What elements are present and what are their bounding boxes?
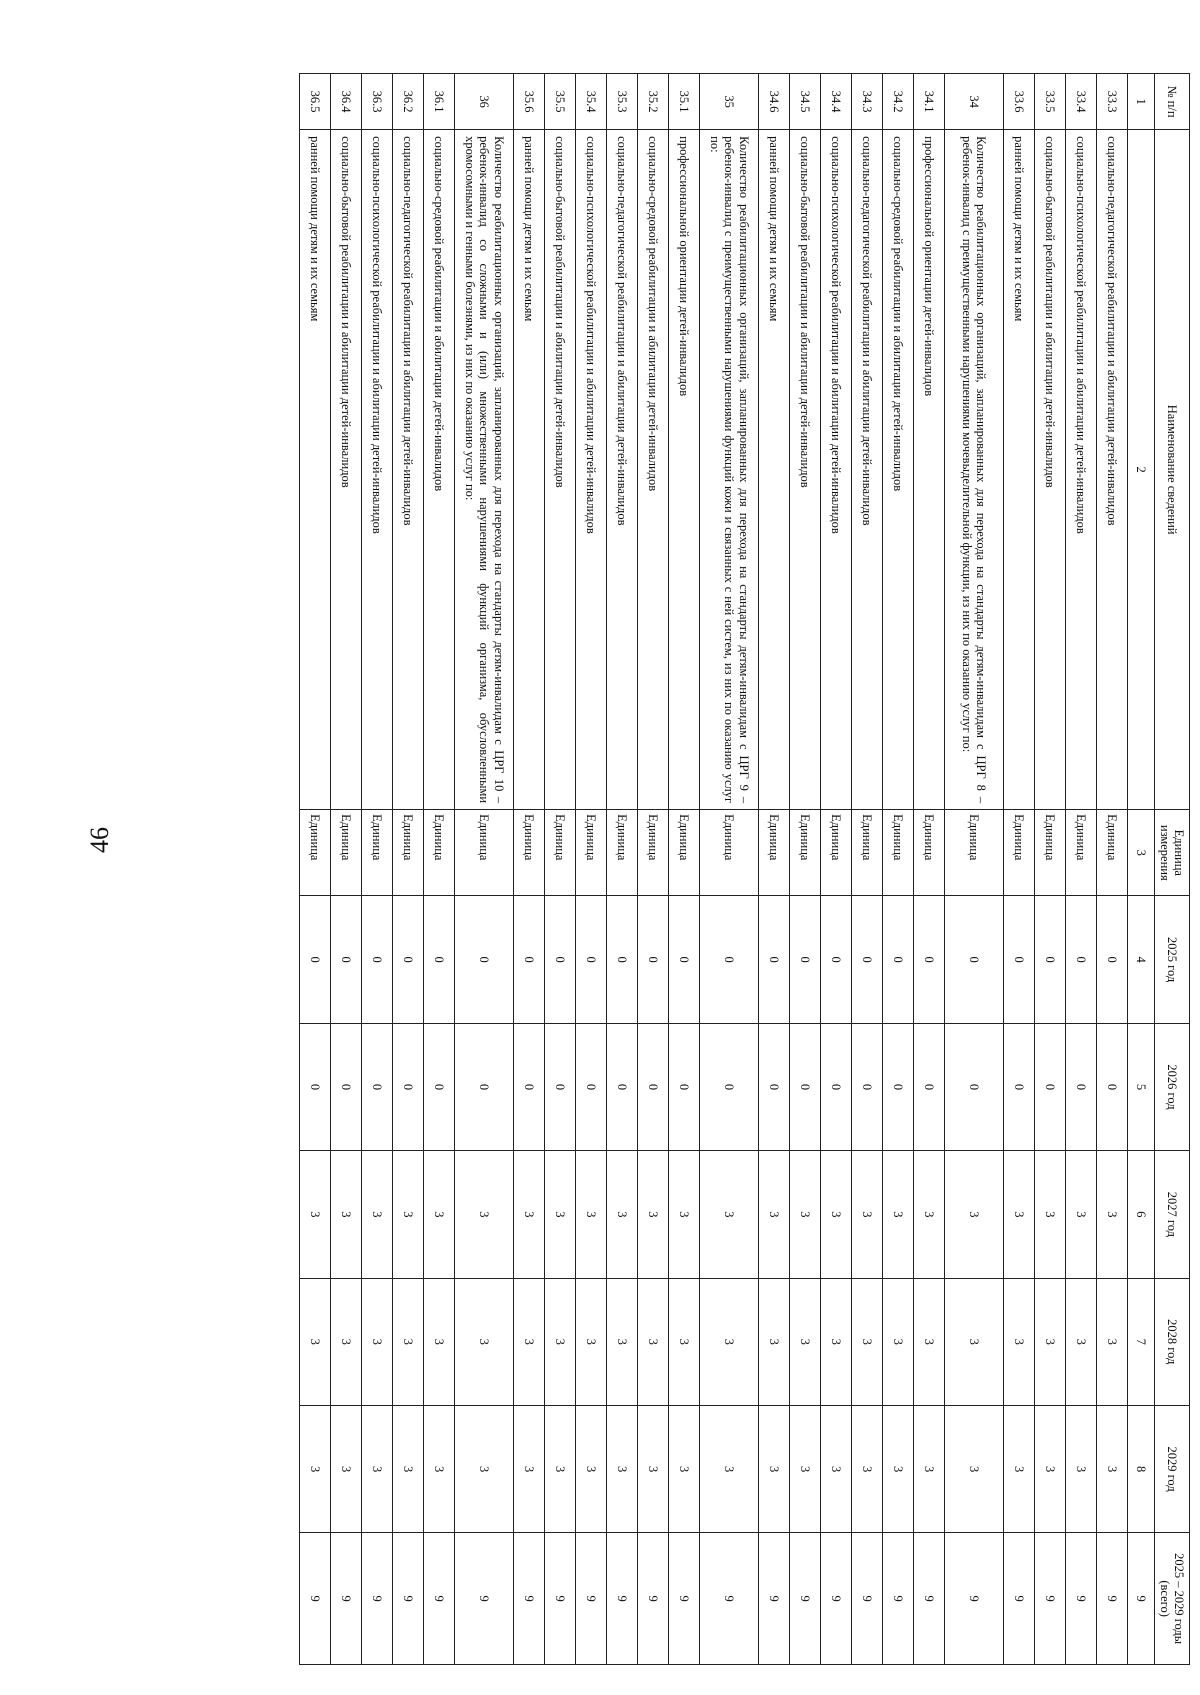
column-number: 5 [1128, 1023, 1155, 1150]
row-unit: Единица [331, 810, 362, 896]
row-name: социально-психологической реабилитации и абилитации детей-инвалидов [362, 130, 393, 810]
row-name: профессиональной ориентации детей-инвалидов [914, 130, 945, 810]
value-2027: 3 [514, 1151, 545, 1278]
value-2027: 3 [607, 1151, 638, 1278]
value-2029: 3 [607, 1405, 638, 1532]
value-2029: 3 [514, 1405, 545, 1532]
row-number: 34.1 [914, 74, 945, 130]
row-name: ранней помощи детям и их семьям [759, 130, 790, 810]
row-unit: Единица [514, 810, 545, 896]
table-row [362, 74, 393, 1665]
value-2027: 3 [300, 1151, 331, 1278]
value-2029: 3 [331, 1405, 362, 1532]
value-2027: 3 [852, 1151, 883, 1278]
value-total: 9 [455, 1533, 514, 1665]
value-2028: 3 [945, 1278, 1004, 1405]
value-2028: 3 [331, 1278, 362, 1405]
value-2029: 3 [1066, 1405, 1097, 1532]
value-2028: 3 [700, 1278, 759, 1405]
value-2025: 0 [669, 896, 700, 1023]
value-total: 9 [1035, 1533, 1066, 1665]
value-2028: 3 [1035, 1278, 1066, 1405]
row-number: 36.4 [331, 74, 362, 130]
value-2028: 3 [576, 1278, 607, 1405]
value-2028: 3 [759, 1278, 790, 1405]
row-number: 35.4 [576, 74, 607, 130]
row-number: 34.4 [821, 74, 852, 130]
value-2028: 3 [914, 1278, 945, 1405]
value-2025: 0 [1066, 896, 1097, 1023]
table-row [945, 74, 1004, 1665]
value-2027: 3 [545, 1151, 576, 1278]
value-2026: 0 [331, 1023, 362, 1150]
table-row [1066, 74, 1097, 1665]
row-unit: Единица [455, 810, 514, 896]
value-total: 9 [424, 1533, 455, 1665]
value-2025: 0 [852, 896, 883, 1023]
value-2025: 0 [790, 896, 821, 1023]
column-number: 2 [1128, 130, 1155, 810]
column-number: 3 [1128, 810, 1155, 896]
value-2028: 3 [821, 1278, 852, 1405]
value-2026: 0 [945, 1023, 1004, 1150]
header-total: 2025 – 2029 годы (всего) [1155, 1533, 1190, 1665]
value-2029: 3 [883, 1405, 914, 1532]
value-total: 9 [607, 1533, 638, 1665]
row-unit: Единица [607, 810, 638, 896]
value-2026: 0 [1066, 1023, 1097, 1150]
value-2025: 0 [1004, 896, 1035, 1023]
value-2029: 3 [393, 1405, 424, 1532]
row-number: 35.3 [607, 74, 638, 130]
value-2026: 0 [914, 1023, 945, 1150]
value-2028: 3 [1004, 1278, 1035, 1405]
value-2029: 3 [1097, 1405, 1128, 1532]
table-row [700, 74, 759, 1665]
value-2025: 0 [945, 896, 1004, 1023]
table-row [821, 74, 852, 1665]
value-total: 9 [545, 1533, 576, 1665]
value-2026: 0 [514, 1023, 545, 1150]
row-number: 35 [700, 74, 759, 130]
value-total: 9 [852, 1533, 883, 1665]
row-name: социально-средовой реабилитации и абилитации детей-инвалидов [424, 130, 455, 810]
row-number: 36 [455, 74, 514, 130]
value-2026: 0 [759, 1023, 790, 1150]
header-name: Наименование сведений [1155, 130, 1190, 810]
header-2029: 2029 год [1155, 1405, 1190, 1532]
row-name: ранней помощи детям и их семьям [300, 130, 331, 810]
value-total: 9 [700, 1533, 759, 1665]
row-unit: Единица [945, 810, 1004, 896]
value-2029: 3 [424, 1405, 455, 1532]
table-row [790, 74, 821, 1665]
row-name: социально-бытовой реабилитации и абилитации детей-инвалидов [790, 130, 821, 810]
value-2028: 3 [545, 1278, 576, 1405]
row-name: Количество реабилитационных организаций, запланированных для перехода на стандарты детям-инвалидам с ЦРГ 8 – ребенок-инвалид с преимущественными нарушениями мочевыделительной функции, из них по оказанию услуг по: [945, 130, 1004, 810]
value-total: 9 [821, 1533, 852, 1665]
row-unit: Единица [393, 810, 424, 896]
header-2027: 2027 год [1155, 1151, 1190, 1278]
column-number: 4 [1128, 896, 1155, 1023]
row-name: ранней помощи детям и их семьям [514, 130, 545, 810]
row-unit: Единица [759, 810, 790, 896]
value-2026: 0 [1035, 1023, 1066, 1150]
table-row [1004, 74, 1035, 1665]
value-2026: 0 [790, 1023, 821, 1150]
value-2027: 3 [331, 1151, 362, 1278]
value-total: 9 [914, 1533, 945, 1665]
row-number: 34.6 [759, 74, 790, 130]
row-name: ранней помощи детям и их семьям [1004, 130, 1035, 810]
row-number: 33.3 [1097, 74, 1128, 130]
value-2028: 3 [393, 1278, 424, 1405]
value-2025: 0 [638, 896, 669, 1023]
row-number: 33.6 [1004, 74, 1035, 130]
table-row [424, 74, 455, 1665]
row-name: социально-психологической реабилитации и абилитации детей-инвалидов [821, 130, 852, 810]
value-2028: 3 [514, 1278, 545, 1405]
value-total: 9 [759, 1533, 790, 1665]
row-unit: Единица [852, 810, 883, 896]
value-2027: 3 [883, 1151, 914, 1278]
value-2025: 0 [424, 896, 455, 1023]
value-2028: 3 [638, 1278, 669, 1405]
value-2026: 0 [393, 1023, 424, 1150]
rotated-table-sheet [299, 73, 1190, 1665]
row-unit: Единица [1004, 810, 1035, 896]
value-2025: 0 [514, 896, 545, 1023]
value-2026: 0 [700, 1023, 759, 1150]
row-name: социально-педагогической реабилитации и абилитации детей-инвалидов [1097, 130, 1128, 810]
page-number: 46 [85, 827, 114, 853]
row-name: социально-педагогической реабилитации и абилитации детей-инвалидов [607, 130, 638, 810]
value-total: 9 [638, 1533, 669, 1665]
value-total: 9 [1097, 1533, 1128, 1665]
value-2026: 0 [455, 1023, 514, 1150]
row-unit: Единица [669, 810, 700, 896]
value-2028: 3 [1066, 1278, 1097, 1405]
value-2029: 3 [362, 1405, 393, 1532]
row-unit: Единица [424, 810, 455, 896]
row-unit: Единица [914, 810, 945, 896]
row-number: 34.3 [852, 74, 883, 130]
value-2029: 3 [300, 1405, 331, 1532]
value-2028: 3 [424, 1278, 455, 1405]
value-2025: 0 [576, 896, 607, 1023]
row-unit: Единица [1097, 810, 1128, 896]
value-2025: 0 [1035, 896, 1066, 1023]
value-total: 9 [669, 1533, 700, 1665]
value-2028: 3 [883, 1278, 914, 1405]
value-2029: 3 [790, 1405, 821, 1532]
value-total: 9 [393, 1533, 424, 1665]
table-row [514, 74, 545, 1665]
value-2025: 0 [362, 896, 393, 1023]
table-row [545, 74, 576, 1665]
value-2029: 3 [638, 1405, 669, 1532]
row-number: 35.5 [545, 74, 576, 130]
row-unit: Единица [300, 810, 331, 896]
row-number: 33.4 [1066, 74, 1097, 130]
table-row [455, 74, 514, 1665]
row-name: профессиональной ориентации детей-инвалидов [669, 130, 700, 810]
table-row [669, 74, 700, 1665]
row-number: 36.2 [393, 74, 424, 130]
value-2029: 3 [455, 1405, 514, 1532]
value-2027: 3 [1035, 1151, 1066, 1278]
value-2026: 0 [607, 1023, 638, 1150]
value-2025: 0 [759, 896, 790, 1023]
value-total: 9 [362, 1533, 393, 1665]
value-2027: 3 [424, 1151, 455, 1278]
row-unit: Единица [821, 810, 852, 896]
value-2027: 3 [700, 1151, 759, 1278]
value-2026: 0 [424, 1023, 455, 1150]
value-2025: 0 [883, 896, 914, 1023]
value-2029: 3 [545, 1405, 576, 1532]
value-2029: 3 [700, 1405, 759, 1532]
value-2028: 3 [362, 1278, 393, 1405]
value-2029: 3 [669, 1405, 700, 1532]
value-2029: 3 [576, 1405, 607, 1532]
value-total: 9 [790, 1533, 821, 1665]
header-2028: 2028 год [1155, 1278, 1190, 1405]
row-name: социально-педагогической реабилитации и абилитации детей-инвалидов [393, 130, 424, 810]
row-unit: Единица [576, 810, 607, 896]
value-2028: 3 [607, 1278, 638, 1405]
row-unit: Единица [545, 810, 576, 896]
column-number: 9 [1128, 1533, 1155, 1665]
value-2027: 3 [576, 1151, 607, 1278]
value-2027: 3 [821, 1151, 852, 1278]
value-2027: 3 [1097, 1151, 1128, 1278]
table-row [852, 74, 883, 1665]
row-unit: Единица [883, 810, 914, 896]
row-number: 34 [945, 74, 1004, 130]
value-total: 9 [1066, 1533, 1097, 1665]
table-row [331, 74, 362, 1665]
row-unit: Единица [638, 810, 669, 896]
value-2025: 0 [455, 896, 514, 1023]
row-name: Количество реабилитационных организаций, запланированных для перехода на стандарты детям-инвалидам с ЦРГ 9 – ребенок-инвалид с преимущественными нарушениями функций кожи и связанных с ней систем, из них по оказанию услуг по: [700, 130, 759, 810]
value-2029: 3 [852, 1405, 883, 1532]
row-name: социально-средовой реабилитации и абилитации детей-инвалидов [638, 130, 669, 810]
value-2026: 0 [852, 1023, 883, 1150]
value-total: 9 [514, 1533, 545, 1665]
header-unit: Единица измерения [1155, 810, 1190, 896]
row-number: 33.5 [1035, 74, 1066, 130]
column-number: 1 [1128, 74, 1155, 130]
table-row [638, 74, 669, 1665]
row-name: Количество реабилитационных организаций, запланированных для перехода на стандарты детям-инвалидам с ЦРГ 10 – ребенок-инвалид со сложными и (или) множественными нарушениями функций организма, обусловленными хромосомными и генными болезнями, из них по оказанию услуг по: [455, 130, 514, 810]
table-row [914, 74, 945, 1665]
header-row [1155, 74, 1190, 1665]
value-total: 9 [331, 1533, 362, 1665]
value-2025: 0 [607, 896, 638, 1023]
row-name: социально-средовой реабилитации и абилитации детей-инвалидов [883, 130, 914, 810]
value-2027: 3 [638, 1151, 669, 1278]
value-2029: 3 [945, 1405, 1004, 1532]
value-2028: 3 [852, 1278, 883, 1405]
column-number-row [1128, 74, 1155, 1665]
value-2026: 0 [883, 1023, 914, 1150]
value-2025: 0 [331, 896, 362, 1023]
value-2029: 3 [759, 1405, 790, 1532]
value-2026: 0 [638, 1023, 669, 1150]
value-2027: 3 [393, 1151, 424, 1278]
value-2025: 0 [545, 896, 576, 1023]
value-2026: 0 [821, 1023, 852, 1150]
value-total: 9 [883, 1533, 914, 1665]
value-2025: 0 [393, 896, 424, 1023]
value-2026: 0 [1097, 1023, 1128, 1150]
row-number: 34.5 [790, 74, 821, 130]
value-2026: 0 [669, 1023, 700, 1150]
value-2027: 3 [790, 1151, 821, 1278]
value-2025: 0 [700, 896, 759, 1023]
table-body [300, 74, 1128, 1665]
row-name: социально-бытовой реабилитации и абилитации детей-инвалидов [331, 130, 362, 810]
value-2026: 0 [576, 1023, 607, 1150]
value-2029: 3 [914, 1405, 945, 1532]
row-name: социально-бытовой реабилитации и абилитации детей-инвалидов [1035, 130, 1066, 810]
value-total: 9 [576, 1533, 607, 1665]
row-unit: Единица [700, 810, 759, 896]
value-2028: 3 [669, 1278, 700, 1405]
value-2027: 3 [945, 1151, 1004, 1278]
value-total: 9 [300, 1533, 331, 1665]
value-2025: 0 [300, 896, 331, 1023]
value-2029: 3 [821, 1405, 852, 1532]
value-2026: 0 [1004, 1023, 1035, 1150]
value-2026: 0 [362, 1023, 393, 1150]
header-2025: 2025 год [1155, 896, 1190, 1023]
table-row [607, 74, 638, 1665]
value-2026: 0 [300, 1023, 331, 1150]
row-unit: Единица [1066, 810, 1097, 896]
value-2029: 3 [1004, 1405, 1035, 1532]
column-number: 8 [1128, 1405, 1155, 1532]
row-number: 36.1 [424, 74, 455, 130]
column-number: 7 [1128, 1278, 1155, 1405]
column-number: 6 [1128, 1151, 1155, 1278]
value-2029: 3 [1035, 1405, 1066, 1532]
row-number: 36.3 [362, 74, 393, 130]
table-row [759, 74, 790, 1665]
row-name: социально-педагогической реабилитации и абилитации детей-инвалидов [852, 130, 883, 810]
table-row [1035, 74, 1066, 1665]
value-2025: 0 [1097, 896, 1128, 1023]
header-number: № п/п [1155, 74, 1190, 130]
value-2027: 3 [1004, 1151, 1035, 1278]
header-2026: 2026 год [1155, 1023, 1190, 1150]
value-2028: 3 [1097, 1278, 1128, 1405]
row-unit: Единица [1035, 810, 1066, 896]
value-2028: 3 [455, 1278, 514, 1405]
row-unit: Единица [362, 810, 393, 896]
value-2027: 3 [455, 1151, 514, 1278]
value-2025: 0 [914, 896, 945, 1023]
value-2025: 0 [821, 896, 852, 1023]
value-2026: 0 [545, 1023, 576, 1150]
row-number: 35.2 [638, 74, 669, 130]
value-2027: 3 [914, 1151, 945, 1278]
table-row [883, 74, 914, 1665]
row-name: социально-психологической реабилитации и абилитации детей-инвалидов [576, 130, 607, 810]
plan-table [299, 73, 1190, 1665]
table-row [1097, 74, 1128, 1665]
table-row [576, 74, 607, 1665]
value-2027: 3 [759, 1151, 790, 1278]
value-total: 9 [945, 1533, 1004, 1665]
table-row [393, 74, 424, 1665]
value-2028: 3 [790, 1278, 821, 1405]
row-number: 35.1 [669, 74, 700, 130]
row-number: 35.6 [514, 74, 545, 130]
value-2028: 3 [300, 1278, 331, 1405]
row-unit: Единица [790, 810, 821, 896]
value-total: 9 [1004, 1533, 1035, 1665]
table-row [300, 74, 331, 1665]
row-number: 34.2 [883, 74, 914, 130]
row-name: социально-бытовой реабилитации и абилитации детей-инвалидов [545, 130, 576, 810]
row-name: социально-психологической реабилитации и абилитации детей-инвалидов [1066, 130, 1097, 810]
value-2027: 3 [669, 1151, 700, 1278]
value-2027: 3 [1066, 1151, 1097, 1278]
value-2027: 3 [362, 1151, 393, 1278]
row-number: 36.5 [300, 74, 331, 130]
